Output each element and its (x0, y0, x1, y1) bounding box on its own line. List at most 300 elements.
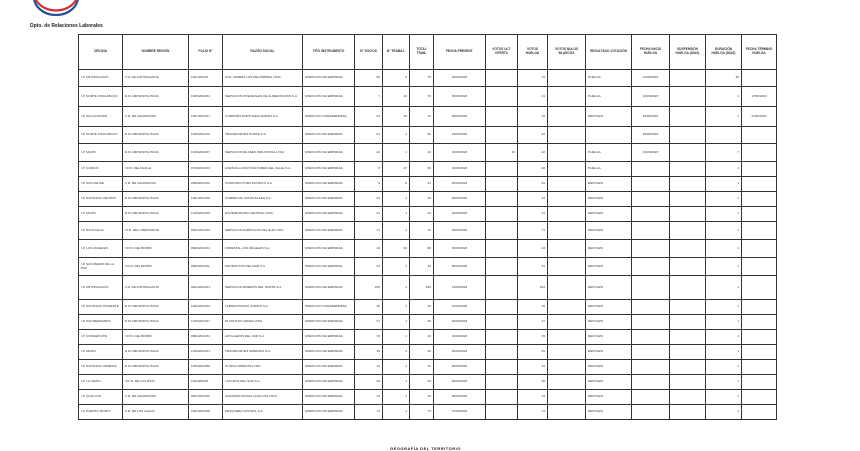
table-cell: 70 (410, 87, 434, 107)
table-row (79, 177, 777, 192)
table-cell: VIII R. DEL BIOBÍO (123, 258, 189, 276)
table-cell: 25/05/2023 (434, 192, 486, 207)
table-cell: I.P. MAIPÚ (79, 144, 123, 162)
table-cell: 1303/2023/58 (189, 360, 223, 375)
table-cell (670, 300, 706, 315)
table-cell: ASTILLEROS DEL SUR S.A. (223, 330, 303, 345)
table-cell: I.P. SAN BERNARDO (79, 315, 123, 330)
table-row (79, 330, 777, 345)
table-cell: I.P. ANTOFAGASTA (79, 276, 123, 300)
table-cell: 64 (383, 240, 410, 258)
table-cell: 52 (518, 127, 548, 144)
table-cell: PESQUERA AUSTRAL S.A. (223, 405, 303, 420)
table-cell: 21 (518, 87, 548, 107)
table-cell: 16 (355, 240, 383, 258)
table-cell (670, 276, 706, 300)
table-cell: 44 (518, 192, 548, 207)
table-cell: 28 (518, 162, 548, 177)
table-cell: 15 (410, 390, 434, 405)
table-cell: RECHAZO (586, 107, 632, 127)
table-cell: 1401/2023/3 (189, 70, 223, 87)
table-cell: 8 (355, 162, 383, 177)
table-cell: 30/05/2023 (434, 240, 486, 258)
table-cell: 27 (383, 162, 410, 177)
table-cell: CONSTRUCTORA PACÍFICO S.A. (223, 177, 303, 192)
table-cell (742, 240, 777, 258)
table-cell: 1 (706, 375, 742, 390)
department-label: Dpto. de Relaciones Laborales (30, 23, 103, 29)
table-cell: RECHAZO (586, 207, 632, 222)
table-cell: 39 (355, 345, 383, 360)
table-cell (548, 345, 586, 360)
table-cell (670, 390, 706, 405)
table-cell: 1 (383, 127, 410, 144)
page-footer: GEOGRAFÍA DEL TERRITORIO (390, 446, 461, 451)
table-cell (670, 375, 706, 390)
table-cell: R.M. METROPOLITANA (123, 315, 189, 330)
table-cell: RECHAZO (586, 258, 632, 276)
table-cell: 40 (410, 345, 434, 360)
table-cell (486, 375, 518, 390)
table-cell: 1 (383, 192, 410, 207)
table-cell: 7 (706, 144, 742, 162)
table-cell: 06/06/2023 (434, 375, 486, 390)
column-header: TIPO INSTRUMENTO (303, 35, 355, 70)
table-cell: SINDICATO DE EMPRESA (303, 192, 355, 207)
table-cell: SERVICIOS AGRÍCOLAS DEL SUR LTDA. (223, 222, 303, 240)
table-cell: 42 (518, 144, 548, 162)
table-cell (670, 330, 706, 345)
table-cell (632, 240, 670, 258)
table-cell: LABORATORIOS UNIDOS S.A. (223, 300, 303, 315)
table-cell: 48 (518, 375, 548, 390)
table-cell (486, 87, 518, 107)
table-row (79, 87, 777, 107)
table-cell: 0601/2023/23 (189, 222, 223, 240)
table-cell: 1301/2023/49 (189, 192, 223, 207)
table-cell: 16 (410, 330, 434, 345)
table-cell: 46 (410, 300, 434, 315)
table-cell: 31 (518, 258, 548, 276)
table-cell: RECHAZO (586, 300, 632, 315)
table-cell: 45 (518, 300, 548, 315)
table-cell: SINDICATO DE EMPRESA (303, 70, 355, 87)
table-cell: 1319/2023/27 (189, 144, 223, 162)
table-cell: VIII R. DEL BIOBÍO (123, 240, 189, 258)
table-row (79, 360, 777, 375)
table-cell: 43 (410, 144, 434, 162)
table-header-row (79, 35, 777, 70)
table-cell: SINDICATO DE EMPRESA (303, 127, 355, 144)
table-cell (742, 177, 777, 192)
table-cell: 1 (706, 222, 742, 240)
table-cell: 0201/2023/21 (189, 276, 223, 300)
table-cell (486, 300, 518, 315)
table-cell (742, 144, 777, 162)
table-cell: V R. DE VALPARAÍSO (123, 177, 189, 192)
table-cell (670, 144, 706, 162)
table-cell: 1 (383, 330, 410, 345)
column-header: TOTAL TRAB. (410, 35, 434, 70)
table-cell (486, 177, 518, 192)
table-cell: SINDICATO DE EMPRESA (303, 162, 355, 177)
table-cell: RECHAZO (586, 360, 632, 375)
negotiation-table (78, 34, 777, 420)
table-cell: 166 (410, 276, 434, 300)
table-cell (548, 192, 586, 207)
table-cell: 7 (355, 87, 383, 107)
table-cell (486, 276, 518, 300)
table-cell: 27 (518, 315, 548, 330)
table-cell: 1 (706, 87, 742, 107)
table-cell: 19/05/2023 (434, 144, 486, 162)
table-cell (632, 207, 670, 222)
table-cell: 1 (706, 405, 742, 420)
table-cell: 45 (410, 192, 434, 207)
table-cell: 71 (518, 222, 548, 240)
table-cell (670, 360, 706, 375)
table-cell: 33 (355, 258, 383, 276)
table-cell: PLÁSTICOS ANDES LTDA. (223, 315, 303, 330)
table-cell: I.P. SAN FELIPE (79, 177, 123, 192)
table-cell (548, 330, 586, 345)
table-cell: V R. DE VALPARAÍSO (123, 107, 189, 127)
table-cell: 80 (410, 240, 434, 258)
table-cell: 5 (383, 70, 410, 87)
table-cell: SERVICIOS INTEGRALES DE ALIMENTACIÓN S.A. (223, 87, 303, 107)
table-cell: 1 (706, 345, 742, 360)
table-cell (548, 87, 586, 107)
table-cell: 1 (383, 360, 410, 375)
table-cell (486, 405, 518, 420)
table-cell: 31/05/2023 (632, 144, 670, 162)
table-row (79, 70, 777, 87)
table-cell: I.P. PUERTO MONTT (79, 405, 123, 420)
table-cell: 1 (706, 330, 742, 345)
table-cell (632, 315, 670, 330)
table-cell: HUELGA (586, 87, 632, 107)
table-cell: HUELGA (586, 144, 632, 162)
table-cell: 5 (355, 177, 383, 192)
table-cell: R.M. METROPOLITANA (123, 345, 189, 360)
table-cell: SINDICATO DE EMPRESA (303, 375, 355, 390)
table-cell: 1 (706, 177, 742, 192)
table-cell: SINDICATO DE EMPRESA (303, 405, 355, 420)
table-cell: 65 (410, 162, 434, 177)
table-row (79, 192, 777, 207)
table-cell: R.M. METROPOLITANA (123, 144, 189, 162)
table-row (79, 390, 777, 405)
table-cell (742, 360, 777, 375)
table-cell: X R. DE LOS LAGOS (123, 405, 189, 420)
table-cell: 05/05/2023 (434, 87, 486, 107)
table-cell (486, 330, 518, 345)
table-cell: 1 (383, 276, 410, 300)
table-cell: 52 (410, 127, 434, 144)
table-cell: HUELGA (586, 162, 632, 177)
table-cell: 31/05/2023 (434, 276, 486, 300)
table-row (79, 375, 777, 390)
table-cell (486, 222, 518, 240)
table-cell: 15 (518, 107, 548, 127)
table-cell (742, 300, 777, 315)
table-cell: 51 (355, 127, 383, 144)
table-cell (670, 162, 706, 177)
table-cell (670, 222, 706, 240)
table-cell: 02/06/2023 (434, 315, 486, 330)
table-cell: I.P. CURICÓ (79, 162, 123, 177)
table-cell: 23 (518, 240, 548, 258)
table-cell: LÁCTEOS DEL SUR S.A. (223, 375, 303, 390)
column-header: NOMBRE REGIÓN (123, 35, 189, 70)
table-cell: 41 (518, 207, 548, 222)
table-cell (632, 360, 670, 375)
table-cell (742, 375, 777, 390)
table-cell: 1 (706, 390, 742, 405)
table-cell: 26/05/2023 (434, 207, 486, 222)
table-cell: AGRÍCOLA FRUTICULTORES DEL VALLE S.A. (223, 162, 303, 177)
table-cell: 1507/2023/37 (189, 107, 223, 127)
table-cell: SINDICATO DE EMPRESA (303, 315, 355, 330)
table-cell: 15 (355, 330, 383, 345)
table-cell (632, 258, 670, 276)
table-cell: 29/05/2023 (632, 127, 670, 144)
table-cell: V R. DE VALPARAÍSO (123, 390, 189, 405)
column-header: VOTOS HUELGA (518, 35, 548, 70)
column-header: OFICINA (79, 35, 123, 70)
table-cell: 17/05/2023 (742, 87, 777, 107)
table-cell: I.P. QUILLOTA (79, 390, 123, 405)
table-cell: 1 (383, 222, 410, 240)
table-cell: 165 (355, 276, 383, 300)
table-cell: SINDICATO INTEREMPRESA (303, 300, 355, 315)
table-cell: 11 (355, 360, 383, 375)
table-cell: 34 (410, 258, 434, 276)
table-cell: 16/05/2023 (632, 107, 670, 127)
table-cell: I.P. RANCAGUA (79, 222, 123, 240)
table-cell: 0508/2023/19 (189, 177, 223, 192)
table-cell: 1 (706, 315, 742, 330)
table-cell: SINDICATO DE EMPRESA (303, 207, 355, 222)
table-cell: 0507/2023/12 (189, 390, 223, 405)
table-cell: 02/06/2023 (434, 330, 486, 345)
table-cell: 1305/2023/72 (189, 127, 223, 144)
table-cell (632, 177, 670, 192)
table-cell: 45 (355, 300, 383, 315)
table-cell: R.M. METROPOLITANA (123, 127, 189, 144)
table-cell: 48 (355, 375, 383, 390)
table-cell: 49 (518, 177, 548, 192)
table-cell: 41 (410, 177, 434, 192)
table-cell (548, 405, 586, 420)
table-row (79, 222, 777, 240)
table-cell: 1319/2023/31 (189, 345, 223, 360)
table-cell (632, 405, 670, 420)
table-cell: RECHAZO (586, 375, 632, 390)
column-header: RAZÓN SOCIAL (223, 35, 303, 70)
column-header: FECHA PRESENT. (434, 35, 486, 70)
column-header: FECHA INICIO HUELGA (632, 35, 670, 70)
table-cell: I.P. SANTIAGO CENTRO (79, 192, 123, 207)
table-cell: 1305/2023/64 (189, 87, 223, 107)
column-header: N° TRABAJ. (383, 35, 410, 70)
table-cell (742, 390, 777, 405)
table-cell: SINDICATO DE EMPRESA (303, 177, 355, 192)
table-cell: 1001/2023/28 (189, 405, 223, 420)
table-cell: I.P. LOS ÁNGELES (79, 240, 123, 258)
table-cell (548, 222, 586, 240)
table-cell: TRANSPORTES URBANOS S.A. (223, 345, 303, 360)
table-cell: 75 (410, 70, 434, 87)
table-cell (548, 107, 586, 127)
table-cell: RECHAZO (586, 330, 632, 345)
table-cell: 1302/2023/44 (189, 300, 223, 315)
table-cell (548, 390, 586, 405)
table-cell (742, 207, 777, 222)
table-cell: VIII R. DEL BIOBÍO (123, 330, 189, 345)
table-cell: I.P. NORTE CHACABUCO (79, 127, 123, 144)
table-cell: 27 (355, 315, 383, 330)
table-cell: 0802/2023/14 (189, 240, 223, 258)
table-cell (632, 375, 670, 390)
table-cell (742, 276, 777, 300)
table-cell: 1 (383, 258, 410, 276)
table-cell: FORESTAL LOS ÁNGELES S.A. (223, 240, 303, 258)
table-cell: 1 (383, 405, 410, 420)
table-cell (742, 162, 777, 177)
table-cell: 1315/2023/17 (189, 315, 223, 330)
column-header: VOTOS ULT. OFERTA (486, 35, 518, 70)
table-cell: 1 (706, 258, 742, 276)
table-row (79, 162, 777, 177)
table-cell (548, 127, 586, 144)
table-cell: 42 (355, 144, 383, 162)
table-cell: 11 (518, 360, 548, 375)
table-cell: 01/06/2023 (434, 300, 486, 315)
table-cell: 1 (383, 345, 410, 360)
table-cell: SINDICATO DE EMPRESA (303, 276, 355, 300)
table-cell: 0703/2023/10 (189, 162, 223, 177)
table-cell: 1 (383, 390, 410, 405)
table-cell: 1 (383, 300, 410, 315)
table-cell: 44 (355, 192, 383, 207)
table-cell (670, 258, 706, 276)
table-row (79, 240, 777, 258)
table-cell: 1 (706, 240, 742, 258)
table-cell: 56 (355, 70, 383, 87)
table-cell: SINDICATO DE EMPRESA (303, 345, 355, 360)
table-cell: PRODUCTOS DEL MAR S.A. (223, 258, 303, 276)
table-cell: II R. DE ANTOFAGASTA (123, 70, 189, 87)
column-header: FECHA TÉRMINO HUELGA (742, 35, 777, 70)
table-cell: SINDICATO DE EMPRESA (303, 240, 355, 258)
table-cell: SINDICATO INTEREMPRESA (303, 107, 355, 127)
table-cell: 1 (706, 192, 742, 207)
table-cell: XIV R. DE LOS RÍOS (123, 375, 189, 390)
column-header: FOLIO N° (189, 35, 223, 70)
table-cell: I.P. SANTIAGO ORIENTE (79, 360, 123, 375)
table-cell: R.M. METROPOLITANA (123, 207, 189, 222)
table-cell: CLÍNICA ORIENTE LTDA. (223, 360, 303, 375)
table-row (79, 315, 777, 330)
table-cell: I.P. SANTIAGO PONIENTE (79, 300, 123, 315)
table-cell: 1 (706, 107, 742, 127)
table-cell (548, 315, 586, 330)
table-row (79, 276, 777, 300)
table-cell: 42 (410, 207, 434, 222)
table-cell: SERVICIOS DE ASEO INDUSTRIAL LTDA. (223, 144, 303, 162)
table-cell (670, 70, 706, 87)
table-cell: 70 (410, 107, 434, 127)
table-cell: 71 (355, 222, 383, 240)
table-cell: RECHAZO (586, 276, 632, 300)
table-cell: SINDICATO DE EMPRESA (303, 330, 355, 345)
table-cell (742, 192, 777, 207)
table-cell (742, 222, 777, 240)
table-cell: 17/05/2023 (742, 107, 777, 127)
table-cell: SINDICATO DE EMPRESA (303, 144, 355, 162)
table-cell (548, 162, 586, 177)
table-cell: 74 (518, 405, 548, 420)
column-header: DURACIÓN HUELGA (DÍAS) (706, 35, 742, 70)
table-cell (486, 192, 518, 207)
table-cell (670, 127, 706, 144)
table-cell: I.P. SAN ANTONIO (79, 107, 123, 127)
table-cell: COMPAÑÍA PORTUARIA ANDINA S.A. (223, 107, 303, 127)
table-cell (486, 345, 518, 360)
table-cell: 29/05/2023 (434, 222, 486, 240)
table-cell (742, 405, 777, 420)
table-cell: 79 (518, 70, 548, 87)
table-cell: 41 (355, 207, 383, 222)
table-cell: 1 (383, 315, 410, 330)
table-cell (670, 405, 706, 420)
table-cell: I.P. MAIPÚ (79, 207, 123, 222)
table-cell: 16/05/2023 (632, 87, 670, 107)
table-cell (548, 360, 586, 375)
table-cell (486, 70, 518, 87)
table-cell: 06/06/2023 (434, 390, 486, 405)
table-cell (548, 258, 586, 276)
column-header: SUSPENSIÓN HUELGA (DÍAS) (670, 35, 706, 70)
table-cell (632, 345, 670, 360)
table-cell: 1319/2023/29 (189, 207, 223, 222)
table-cell (486, 107, 518, 127)
table-cell: 1 (706, 207, 742, 222)
table-cell: VI R. DEL LIBERTADOR (123, 222, 189, 240)
table-cell (706, 127, 742, 144)
table-cell (670, 345, 706, 360)
table-cell: I.P. SAN PEDRO DE LA PAZ (79, 258, 123, 276)
table-row (79, 107, 777, 127)
table-cell: I.P. NORTE CHACABUCO (79, 87, 123, 107)
table-cell: DISTRIBUIDORA CENTRAL LTDA. (223, 207, 303, 222)
table-cell (742, 330, 777, 345)
table-cell: SERVICIOS MINEROS DEL NORTE S.A. (223, 276, 303, 300)
table-cell: 72 (410, 222, 434, 240)
table-cell: SOC. MINERA LOS PELAMBRES LTDA. (223, 70, 303, 87)
table-cell: 30/05/2023 (434, 258, 486, 276)
table-cell (670, 315, 706, 330)
table-row (79, 207, 777, 222)
table-cell: SINDICATO DE EMPRESA (303, 87, 355, 107)
table-cell: 163 (518, 276, 548, 300)
table-cell (632, 330, 670, 345)
table-cell: 19/05/2023 (434, 127, 486, 144)
table-row (79, 144, 777, 162)
table-cell (486, 240, 518, 258)
table-row (79, 300, 777, 315)
